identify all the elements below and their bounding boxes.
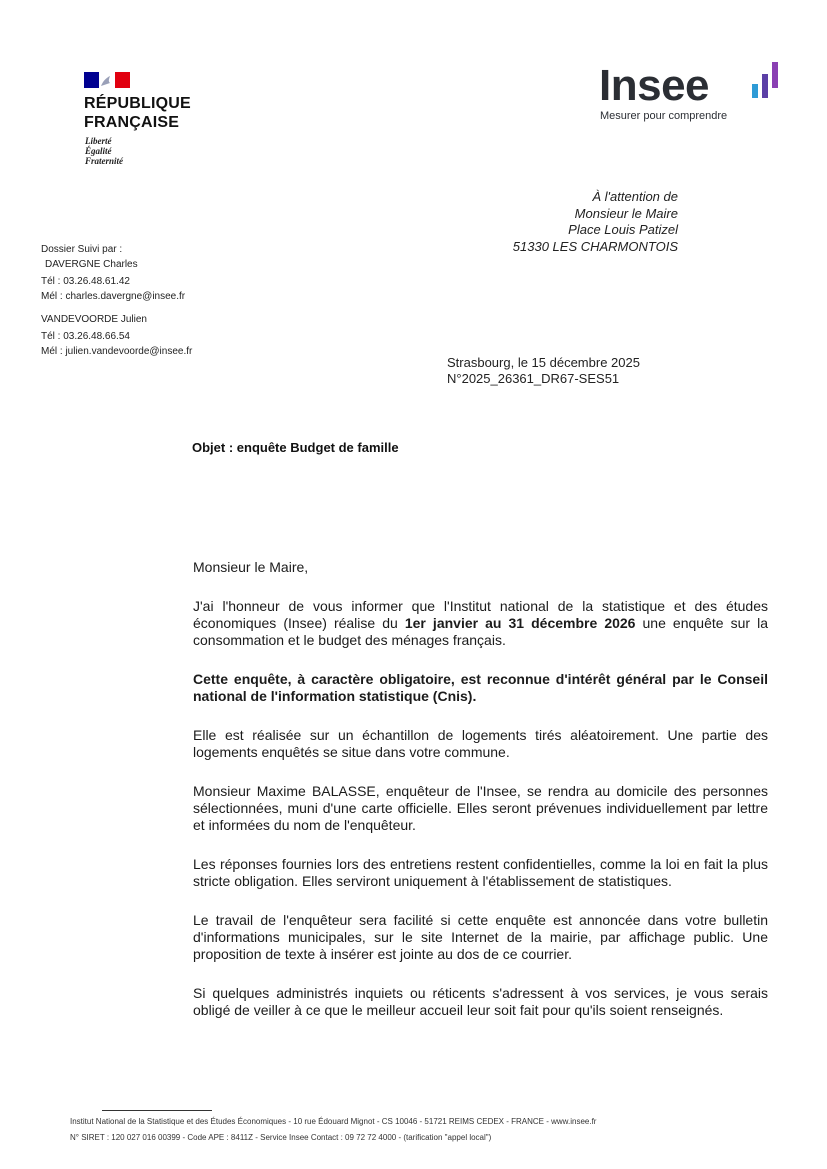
marianne-flag-icon — [84, 72, 130, 88]
insee-logo-wordmark: Insee — [599, 61, 710, 110]
contact1-mail: Mél : charles.davergne@insee.fr — [41, 290, 186, 302]
rf-line1: RÉPUBLIQUE — [84, 95, 191, 112]
place-date: Strasbourg, le 15 décembre 2025 — [447, 355, 640, 370]
place-date-block — [447, 355, 640, 386]
paragraph-welcome: Si quelques administrés inquiets ou réticents s'adressent à vos services, je vous serais obligé de veiller à ce que le meilleur accueil leur soit fait pour qu'ils soient renseignés. — [193, 985, 768, 1018]
contact2-tel: Tél : 03.26.48.66.54 — [41, 330, 130, 342]
paragraph-confidential: Les réponses fournies lors des entretiens restent confidentielles, comme la loi en fait la plus stricte obligation. Elles serviront uniquement à l'établissement de statistiques. — [193, 856, 768, 889]
address-line: Place Louis Patizel — [568, 222, 678, 237]
paragraph-bulletin: Le travail de l'enquêteur sera facilité si cette enquête est annoncée dans votre bulletin d'informations municipales, sur le site Internet de la mairie, par affichage public. Une proposition de texte à insérer est jointe au dos de ce courrier. — [193, 912, 768, 962]
motto-fraternite: Fraternité — [85, 156, 124, 166]
letter-subject: Objet : enquête Budget de famille — [192, 440, 399, 455]
republique-francaise-wordmark — [84, 94, 191, 132]
paragraph-obligatory: Cette enquête, à caractère obligatoire, est reconnue d'intérêt général par le Conseil national de l'information statistique (Cnis). — [193, 671, 768, 704]
motto-liberte: Liberté — [85, 136, 112, 146]
intro-dates: 1er janvier au 31 décembre 2026 — [404, 615, 636, 631]
footer-address: Institut National de la Statistique et des Études Économiques - 10 rue Édouard Mignot - CS 10046 - 51721 REIMS CEDEX - FRANCE - www.insee.fr — [70, 1117, 597, 1126]
paragraph-interviewer: Monsieur Maxime BALASSE, enquêteur de l'Insee, se rendra au domicile des personnes sélectionnées, muni d'une carte officielle. Elles seront prévenues individuellement par lettre et informées du nom de l'enquêteur. — [193, 783, 768, 833]
address-line: À l'attention de — [592, 189, 678, 204]
reference-number: N°2025_26361_DR67-SES51 — [447, 370, 620, 386]
greeting: Monsieur le Maire, — [193, 559, 309, 575]
rf-line2: FRANÇAISE — [84, 114, 180, 131]
insee-bars-icon — [751, 62, 781, 98]
motto-egalite: Égalité — [85, 146, 112, 156]
footer-siret: N° SIRET : 120 027 016 00399 - Code APE : 8411Z - Service Insee Contact : 09 72 72 4000 - (tarification "appel local") — [70, 1133, 492, 1142]
footer-divider — [102, 1110, 212, 1111]
contact1-name: DAVERGNE Charles — [45, 258, 138, 270]
insee-tagline: Mesurer pour comprendre — [600, 110, 728, 122]
intro-text-before: J'ai l'honneur de vous informer que l'Institut national de la statistique et des études économiques (Insee) réalise du — [193, 598, 768, 631]
contact1-tel: Tél : 03.26.48.61.42 — [41, 276, 130, 288]
paragraph-sample: Elle est réalisée sur un échantillon de logements tirés aléatoirement. Une partie des logements enquêtés se situe dans votre commune. — [193, 727, 768, 760]
address-line: Monsieur le Maire — [574, 205, 678, 221]
contacts-block — [41, 243, 192, 359]
intro-text-after: une enquête sur la consommation et le budget des ménages français. — [193, 615, 768, 648]
contact2-name: VANDEVOORDE Julien — [41, 314, 147, 326]
letter-body — [193, 559, 768, 1041]
address-line: 51330 LES CHARMONTOIS — [512, 238, 678, 254]
rf-motto — [85, 136, 123, 166]
contact2-mail: Mél : julien.vandevoorde@insee.fr — [41, 345, 193, 357]
paragraph-intro — [193, 598, 768, 649]
contacts-label: Dossier Suivi par : — [41, 244, 123, 255]
recipient-address — [460, 189, 678, 255]
